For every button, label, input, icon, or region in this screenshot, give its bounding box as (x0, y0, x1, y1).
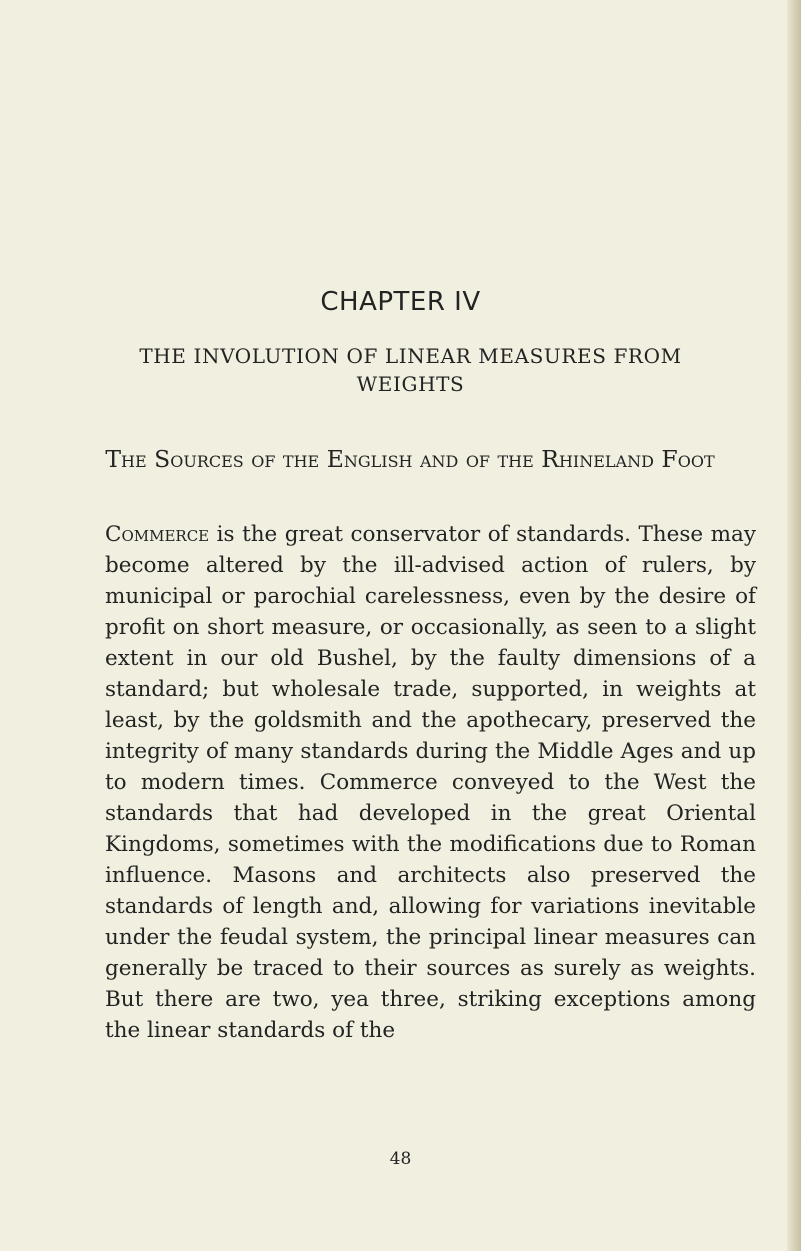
section-title: The Sources of the English and of the Rhineland Foot (105, 445, 715, 473)
page-edge-shadow (787, 0, 801, 1251)
chapter-title: THE INVOLUTION OF LINEAR MEASURES FROM WEIGHTS (139, 344, 682, 396)
body-paragraph (105, 519, 756, 1046)
chapter-heading: CHAPTER IV (320, 287, 481, 317)
paragraph-text: is the great conservator of standards. These may become altered by the ill-advised action of rulers, by municipal or parochial carelessness, even by the desire of profit on short measure, or occasionally, as seen to a slight extent in our old Bushel, by the faulty dimensions of a standard; but wholesale trade, supported, in weights at least, by the goldsmith and the apothecary, preserved the integrity of many standards during the Middle Ages and up to modern times. Commerce conveyed to the West the standards that had developed in the great Oriental Kingdoms, sometimes with the modifications due to Roman influence. Masons and architects also preserved the standards of length and, allowing for variations inevitable under the feudal system, the principal linear measures can generally be traced to their sources as surely as weights. But there are two, yea three, striking exceptions among the linear standards of the (105, 522, 756, 1043)
paragraph-lead-word: Commerce (105, 522, 210, 547)
page-number: 48 (389, 1149, 412, 1169)
